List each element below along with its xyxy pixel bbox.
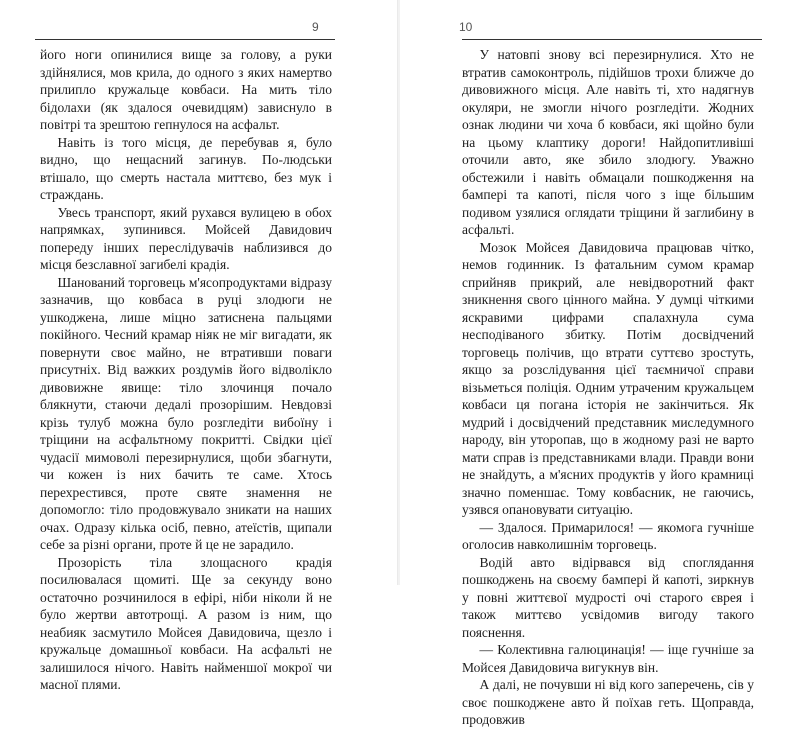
paragraph: Увесь транспорт, який рухався вулицею в обох напрямках, зупинився. Мойсей Давидович попереду інших переслідувачів наблизився до місця безславної загибелі крадія. — [40, 204, 332, 272]
paragraph: Прозорість тіла злощасного крадія посилювалася щомиті. Ще за секунду воно остаточно розчинилося в ефірі, ніби ніколи й не було жертви автотрощі. А разом із ним, що неабияк засмутило Мойсея Давидовича, щезло і кружальце домашньої ковбаси. На асфальті не залишилося нічого. Навіть найменшої мокрої чи масної плями. — [40, 554, 332, 692]
header-rule — [35, 39, 335, 40]
paragraph: Водій авто відірвався від споглядання пошкоджень на своєму бампері й капоті, зиркнув у повні життєвої мудрості очі старого єврея і також миттєво усвідомив вигоду такого пояснення. — [462, 554, 754, 640]
left-page — [0, 0, 398, 692]
paragraph: Шанований торговець м'ясопродуктами відразу зазначив, що ковбаса в руці злодюги не ушкоджена, лише міцно затиснена пальцями покійного. Чесний крамар ніяк не міг вигадати, як повернути своє майно, не втративши поваги присутніх. Від важких роздумів його відволікло дивовижне явище: тіло злочинця почало блякнути, стаючи дедалі прозорішим. Невдовзі крізь тулуб можна було розгледіти вибоїну і тріщини на асфальтному покритті. Свідки цієї чудасії мимоволі перезирнулися, щоби збагнути, чи кожен із них бачить те саме. Хтось перехрестився, проте святе знамення не допомогло: тіло продовжувало зникати на наших очах. Одразу кілька осіб, певно, атеїстів, щипали себе за різні органи, проте й це не зарадило. — [40, 274, 332, 552]
paragraph: У натовпі знову всі перезирнулися. Хто не втратив самоконтроль, підійшов трохи ближче до дивовижного місця. Але навіть ті, хто надягнув окуляри, не змогли нічого розгледіти. Жодних ознак людини чи хоча б ковбаси, які щойно були на цьому клаптику дороги! Найдопитливіші оточили авто, яке збило злодюгу. Уважно обстежили і навіть обмацали пошкодження на бампері та капоті, після чого з іще більшим подивом узялися оглядати тріщини й заглибину в асфальті. — [462, 47, 754, 237]
paragraph: — Здалося. Примарилося! — якомога гучніше оголосив навколишнім торговець. — [462, 519, 754, 552]
paragraph: Навіть із того місця, де перебував я, було видно, що нещасний загинув. По-людськи втішало, що смерть настала миттєво, без мук і страждань. — [40, 134, 332, 202]
paragraph: — Колективна галюцинація! — іще гучніше за Мойсея Давидовича вигукнув він. — [462, 642, 754, 675]
right-page — [400, 0, 800, 727]
paragraph: його ноги опинилися вище за голову, а руки здійнялися, мов крила, до одного з яких намертво прилипло кружальце ковбаси. На мить тіло бідолахи (як здалося очевидцям) зависнуло в повітрі та зрештою гепнулося на асфальт. — [40, 47, 332, 132]
header-rule — [462, 39, 762, 40]
paragraph: Мозок Мойсея Давидовича працював чітко, немов годинник. Із фатальним сумом крамар сприйняв прикрий, але невідворотний факт зникнення свого цінного майна. У думці чіткими яскравими цифрами спалахнула сума несподіваного збитку. Потім досвідчений торговець полічив, що втрати суттєво зростуть, якщо за розслідування цієї таємничої справи візьметься поліція. Одним утраченим кружальцем ковбаси ця погана історія не закінчиться. Як мудрий і досвідчений представник миследумного народу, він уторопав, що в жодному разі не варто мати справ із представниками влади. Правди вони не знайдуть, а м'ясних продуктів у його крамниці значно поменшає. Тому ковбасник, не гаючись, узявся опановувати ситуацію. — [462, 239, 754, 517]
body-text — [462, 46, 754, 729]
page-number: 9 — [312, 20, 319, 34]
paragraph: А далі, не почувши ні від кого заперечень, сів у своє пошкоджене авто й поїхав геть. Щоправда, продовжив — [462, 677, 754, 727]
page-number: 10 — [459, 20, 473, 34]
body-text — [40, 46, 332, 694]
